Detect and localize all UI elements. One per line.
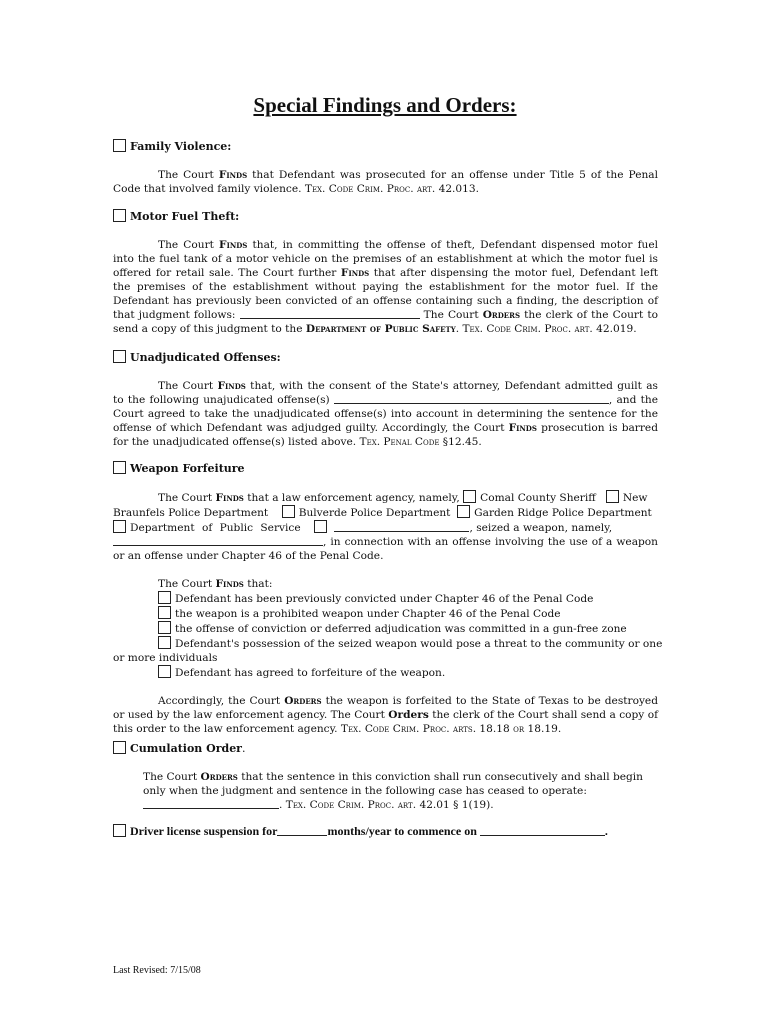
agency-other-blank[interactable] [334,521,469,532]
page-title: Special Findings and Orders: [253,93,517,117]
weapon-findings: The Court Finds that: Defendant has been previously convicted under Chapter 46 of the Penal Code the weapon is a prohibited weapon under Chapter 46 of the Penal Code the offense of conviction or deferred adjudication was committed in a gun-free zone Defendant's possession of the seized weapon would pose a threat to the community or one or more individuals Defendant has agreed to forfeiture of the weapon. [113,578,663,679]
weapon-forfeiture-checkbox[interactable] [113,461,126,474]
weapon-forfeiture-heading: Weapon Forfeiture [130,462,245,475]
agency-other-checkbox[interactable] [314,520,327,533]
motor-fuel-theft-heading: Motor Fuel Theft: [130,210,240,223]
agency-bulverde-label: Bulverde Police Department [298,507,451,519]
weapon-forfeiture-order-text: Accordingly, the Court Orders the weapon is forfeited to the State of Texas to be destroyed or used by the law enforcement agency. The Court Orders the clerk of the Court shall send a copy of this order to the law enforcement agency. Tex. Code Crim. Proc. arts. 18.18 or 18.19. [113,695,658,735]
agency-comal-county-label: Comal County Sheriff [480,492,596,504]
agency-new-braunfels-label: Braunfels Police Department [113,507,269,519]
family-violence-checkbox[interactable] [113,139,126,152]
agency-comal-county-checkbox[interactable] [463,490,476,503]
agency-garden-ridge-label: Garden Ridge Police Department [474,507,652,519]
commence-date-blank[interactable] [480,825,605,836]
agency-bulverde-checkbox[interactable] [282,505,295,518]
finding-item: Defendant's possession of the seized weapon would pose a threat to the community or one [158,636,658,651]
finding-item: Defendant has agreed to forfeiture of the weapon. [158,665,658,680]
finding-4-checkbox[interactable] [158,636,171,649]
unadjudicated-offenses-checkbox[interactable] [113,350,126,363]
finding-item: Defendant has been previously convicted under Chapter 46 of the Penal Code [158,591,658,606]
agency-dps-checkbox[interactable] [113,520,126,533]
section-family-violence [113,139,658,196]
driver-license-checkbox[interactable] [113,824,126,837]
prior-judgment-blank[interactable] [240,308,420,319]
agency-garden-ridge-checkbox[interactable] [457,505,470,518]
last-revised-footer: Last Revised: 7/15/08 [113,965,201,976]
unadjudicated-offenses-blank[interactable] [334,393,609,404]
weapon-description-blank[interactable] [113,535,323,546]
section-motor-fuel-theft [113,209,658,336]
family-violence-text: The Court Finds that Defendant was prosecuted for an offense under Title 5 of the Penal Code that involved family violence. Tex. Code Crim. Proc. art. 42.013. [113,169,658,195]
unadjudicated-offenses-text: The Court Finds that, with the consent of the State's attorney, Defendant admitted guilt as to the following unajudicated offense(s) , and the Court agreed to take the unadjudicated offense(s) into account in determining the sentence for the offense of which Defendant was adjudged guilty. Accordingly, the Court Finds prosecution is barred for the unadjudicated offense(s) listed above. Tex. Penal Code §12.45. [113,380,658,448]
cumulation-order-text: The Court Orders that the sentence in this conviction shall run consecutively and shall begin only when the judgment and sentence in the following case has ceased to operate: . Tex. Code Crim. Proc. art. 42.01 § 1(19). [143,771,643,811]
finding-2-checkbox[interactable] [158,606,171,619]
case-number-blank[interactable] [143,798,279,809]
months-years-blank[interactable] [277,825,327,836]
cumulation-order-heading: Cumulation Order [130,742,242,755]
section-driver-license-suspension: Driver license suspension for months/year to commence on . [113,824,658,838]
cumulation-order-checkbox[interactable] [113,741,126,754]
finding-item: the offense of conviction or deferred adjudication was committed in a gun-free zone [158,621,658,636]
finding-1-checkbox[interactable] [158,591,171,604]
agency-new-braunfels-checkbox[interactable] [606,490,619,503]
section-unadjudicated-offenses [113,350,658,449]
finding-item: the weapon is a prohibited weapon under Chapter 46 of the Penal Code [158,606,658,621]
agency-dps-label: Department of Public Service [130,522,301,534]
finding-5-checkbox[interactable] [158,665,171,678]
family-violence-heading: Family Violence: [130,140,232,153]
section-cumulation-order: Cumulation Order. The Court Orders that the sentence in this conviction shall run consecutively and shall begin only when the judgment and sentence in the following case has ceased to operate: . Tex. Code Crim. Proc. art. 42.01 § 1(19). [113,741,658,812]
motor-fuel-theft-text: The Court Finds that, in committing the offense of theft, Defendant dispensed motor fuel into the fuel tank of a motor vehicle on the premises of an establishment at which the motor fuel is offered for retail sale. The Court further Finds that after dispensing the motor fuel, Defendant left the premises of the establishment without paying the establishment for the motor fuel. If the Defendant has previously been convicted of an offense containing such a finding, the description of that judgment follows: The Court Orders the clerk of the Court to send a copy of this judgment to the Department of Public Safety. Tex. Code Crim. Proc. art. 42.019. [113,239,659,335]
finding-3-checkbox[interactable] [158,621,171,634]
motor-fuel-theft-checkbox[interactable] [113,209,126,222]
section-weapon-forfeiture: Weapon Forfeiture The Court Finds that a law enforcement agency, namely, Comal County Sheriff New Braunfels Police Department Bulverde Police Department Garden Ridge Police Department Department of Public Service , seized a weapon, namely, , in connection with an offense involving the use of a weapon or an offense under Chapter 46 of the Penal Code. The Court Finds that: Defendant has been previously convicted under Chapter 46 of the Penal Code the weapon is a prohibited weapon under Chapter 46 of the Penal Code the offense of conviction or deferred adjudication was committed in a gun-free zone Defendant's possession of the seized weapon would pose a threat to the community or one or more individuals Defendant has agreed to forfeiture of the weapon. Accordingly, the Court Orders the weapon is forfeited to the State of Texas to be destroyed or used by the law enforcement agency. The Court Orders the clerk of the Court shall send a copy of this order to the law enforcement agency. Tex. Code Crim. Proc. arts. 18.18 or 18.19. [113,462,663,735]
unadjudicated-offenses-heading: Unadjudicated Offenses: [130,351,281,364]
